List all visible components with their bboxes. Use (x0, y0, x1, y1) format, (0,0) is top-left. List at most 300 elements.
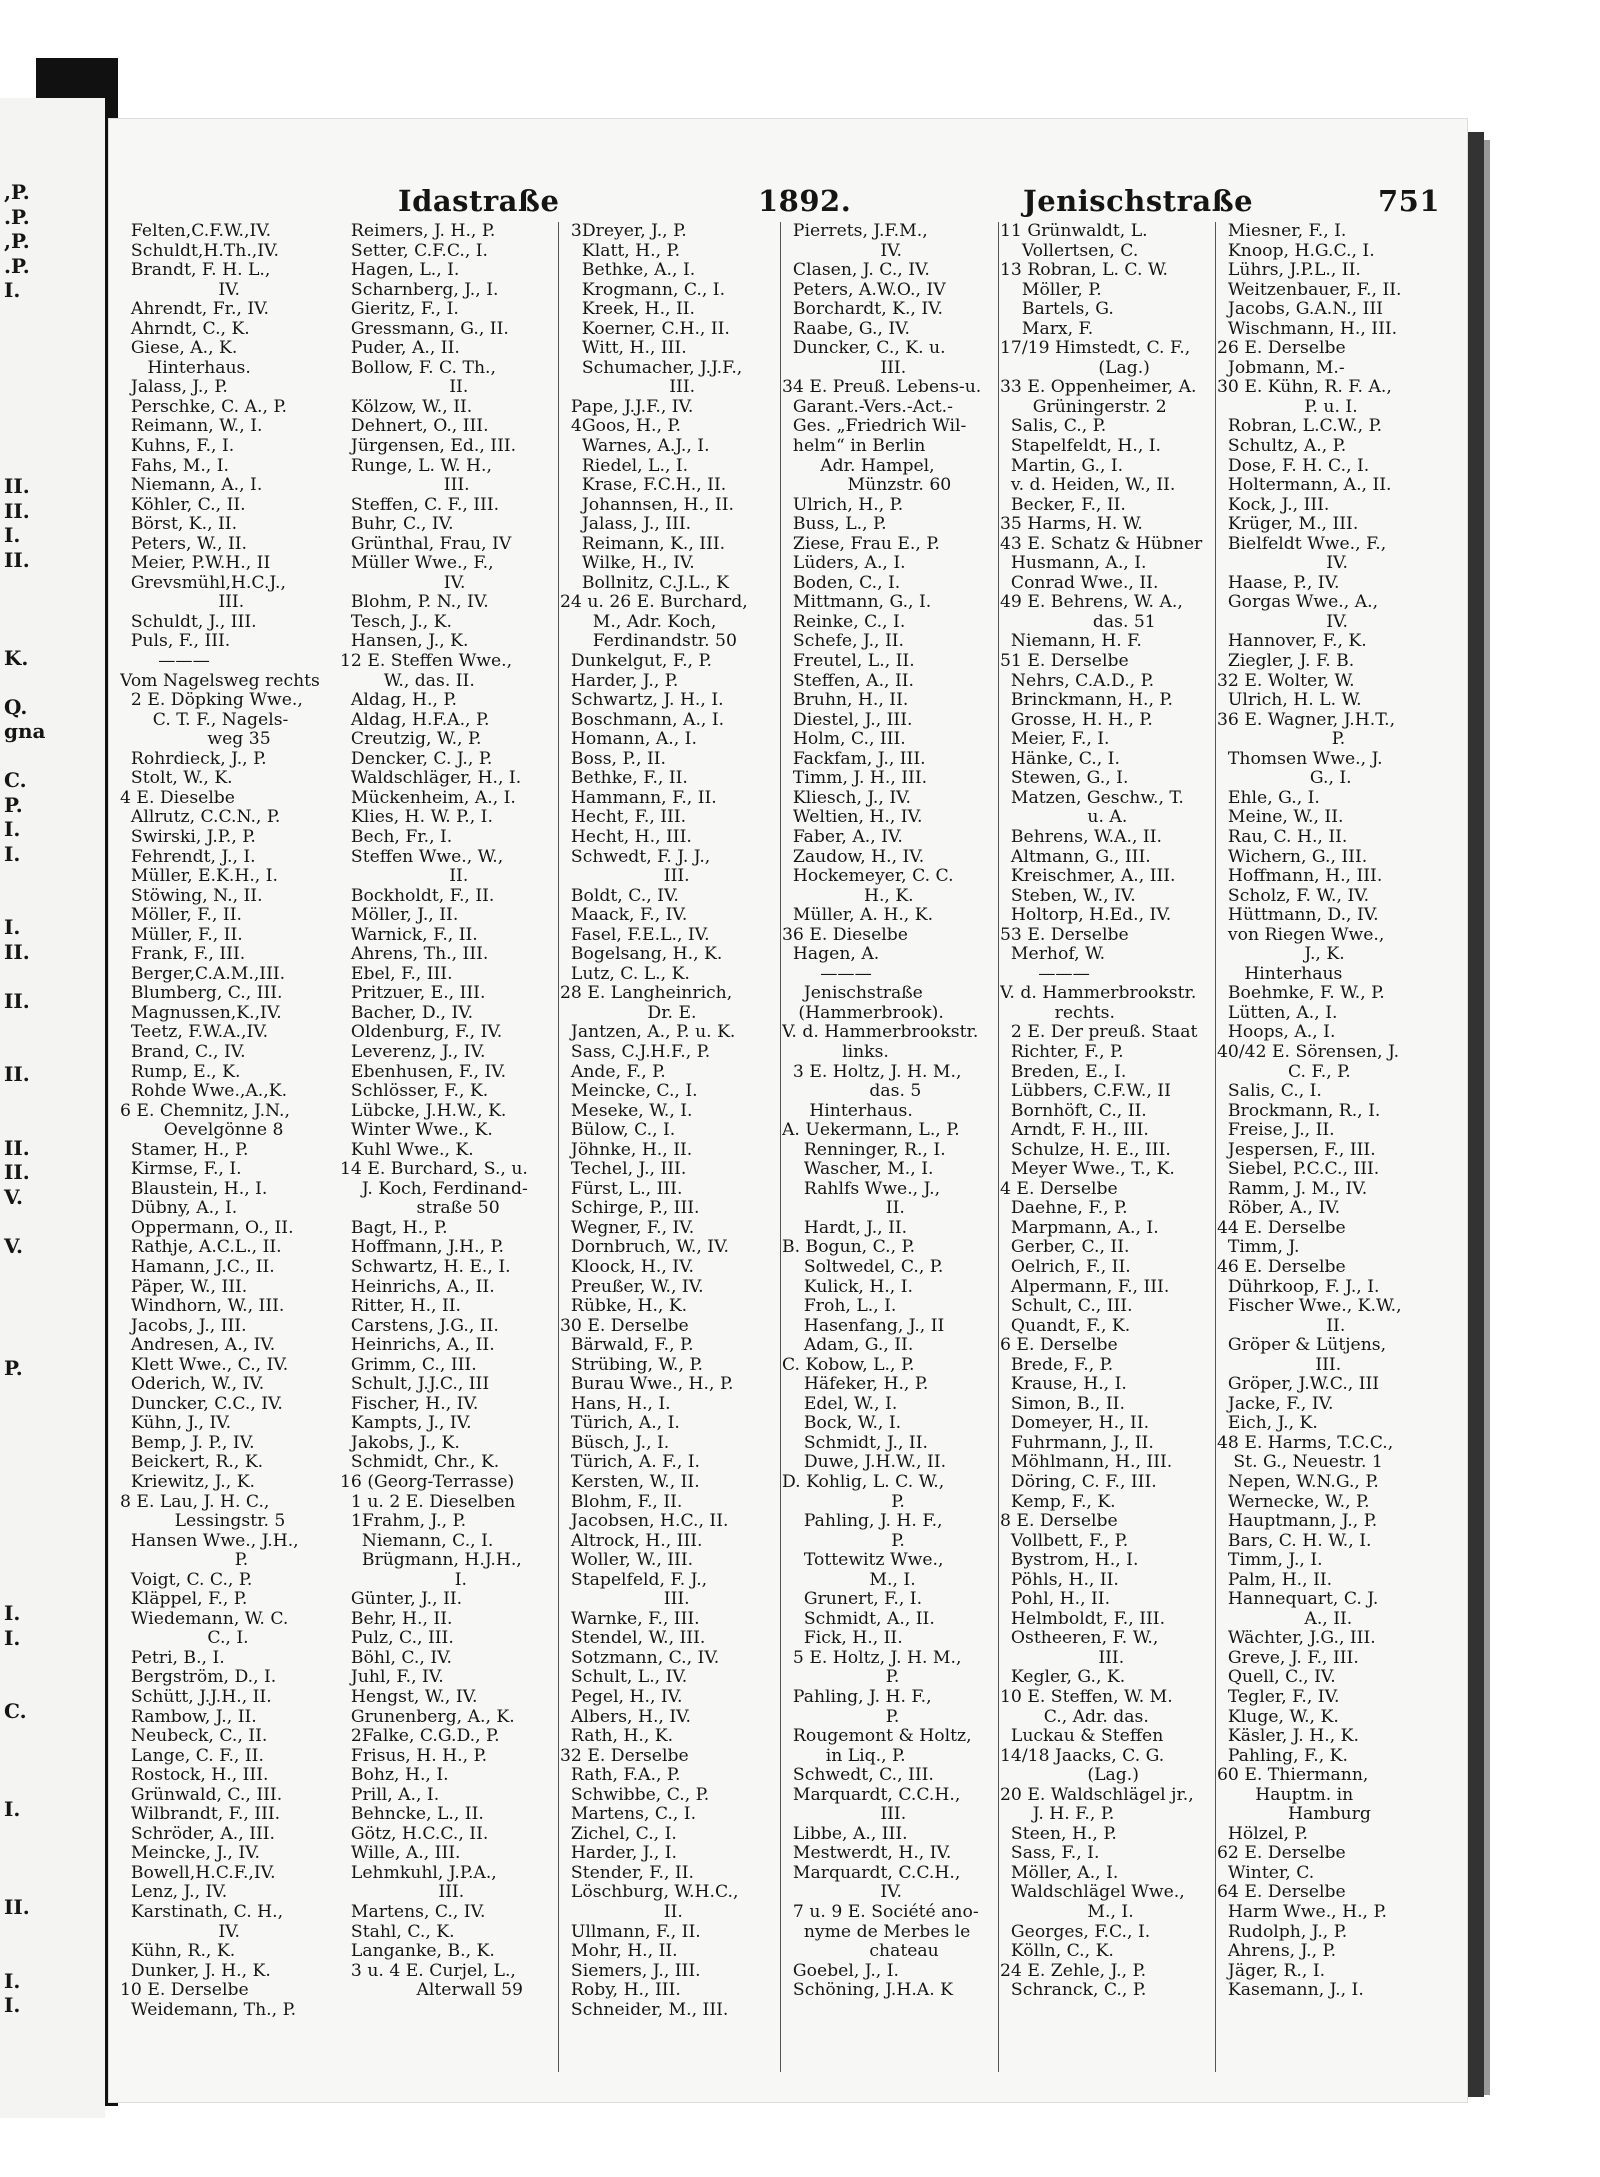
directory-entry-line: Adam, G., II. (782, 1335, 914, 1356)
directory-entry-line: Garant.-Vers.-Act.- (782, 396, 953, 417)
directory-entry-line: Kuhns, F., I. (120, 436, 235, 457)
directory-entry-line: Stapelfeldt, H., I. (1000, 436, 1162, 457)
previous-page-fragment: I. (4, 1968, 21, 1993)
directory-entry-line: Wernecke, W., P. (1217, 1491, 1370, 1512)
directory-entry-line: Lüders, A., I. (782, 553, 906, 574)
directory-entry-line: Jäger, R., I. (1217, 1960, 1326, 1981)
directory-entry-line: 36 E. Dieselbe (782, 924, 908, 945)
directory-entry-line: Günter, J., II. (340, 1589, 463, 1610)
directory-entry-line: Meier, P.W.H., II (120, 553, 271, 574)
directory-entry-line: Fürst, L., III. (560, 1178, 683, 1199)
directory-entry-line: Robran, L.C.W., P. (1217, 416, 1383, 437)
directory-entry-line: Schwartz, J. H., I. (560, 690, 724, 711)
directory-entry-line: Petri, B., I. (120, 1647, 225, 1668)
column-5 (1000, 222, 1215, 2102)
directory-entry-line: Tegler, F., IV. (1217, 1687, 1340, 1708)
directory-entry-line: Gorgas Wwe., A., (1217, 592, 1379, 613)
directory-entry-line: Schmidt, A., II. (782, 1608, 935, 1629)
directory-entry-line: Burau Wwe., H., P. (560, 1374, 734, 1395)
directory-entry-line: 2 E. Döpking Wwe., (120, 690, 303, 711)
directory-entry-line: Lutz, C. L., K. (560, 963, 690, 984)
previous-page-fragment: gna (4, 719, 46, 743)
directory-entry-line: Möhlmann, H., III. (1000, 1452, 1173, 1473)
directory-entry-line: Behr, H., II. (340, 1608, 453, 1629)
directory-entry-line: Homann, A., I. (560, 729, 697, 750)
directory-entry-line: straße 50 (340, 1198, 500, 1219)
directory-entry-line: Schlösser, F., K. (340, 1081, 489, 1102)
directory-entry-line: 12 E. Steffen Wwe., (340, 651, 513, 672)
directory-entry-line: Ahrndt, C., K. (120, 318, 250, 339)
directory-entry-line: Behncke, L., II. (340, 1804, 484, 1825)
directory-entry-line: P. (782, 1706, 900, 1727)
directory-entry-line: Klett Wwe., C., IV. (120, 1354, 289, 1375)
directory-entry-line: Allrutz, C.C.N., P. (120, 807, 281, 828)
directory-entry-line: Möller, F., II. (120, 905, 242, 926)
directory-entry-line: Bockholdt, F., II. (340, 885, 495, 906)
directory-entry-line: Rau, C. H., II. (1217, 826, 1348, 847)
directory-entry-line: Neubeck, C., II. (120, 1726, 268, 1747)
directory-entry-line: Klatt, H., P. (560, 240, 681, 261)
directory-entry-line: Kläppel, F., P. (120, 1589, 248, 1610)
directory-entry-line: Frisus, H. H., P. (340, 1745, 488, 1766)
directory-entry-line: Möller, A., I. (1000, 1862, 1119, 1883)
directory-entry-line: 20 E. Waldschlägel jr., (1000, 1784, 1194, 1805)
previous-page-fragment: ,P. (4, 229, 30, 253)
directory-entry-line: ——— (120, 651, 210, 672)
directory-entry-line: 33 E. Oppenheimer, A. (1000, 377, 1197, 398)
directory-entry-line: ——— (782, 963, 872, 984)
directory-entry-line: Schult, J.J.C., III (340, 1374, 490, 1395)
directory-entry-line: Martens, C., IV. (340, 1902, 486, 1923)
header-year: 1892. (758, 184, 852, 218)
directory-entry-line: Libbe, A., III. (782, 1823, 908, 1844)
directory-entry-line: Rudolph, J., P. (1217, 1921, 1348, 1942)
directory-entry-line: J., K. (1217, 944, 1345, 965)
directory-entry-line: Husmann, A., I. (1000, 553, 1147, 574)
directory-entry-line: IV. (340, 572, 466, 593)
directory-entry-line: Timm, J. (1217, 1237, 1300, 1258)
previous-page-fragment: I. (4, 1601, 21, 1625)
directory-entry-line: Brandt, F. H. L., (120, 260, 271, 281)
directory-entry-line: Steen, H., P. (1000, 1823, 1117, 1844)
directory-entry-line: Mestwerdt, H., IV. (782, 1843, 952, 1864)
directory-entry-line: Schwartz, H. E., I. (340, 1256, 511, 1277)
directory-entry-line: Wilke, H., IV. (560, 553, 695, 574)
directory-entry-line: Lessingstr. 5 (120, 1511, 286, 1532)
directory-entry-line: Büsch, J., I. (560, 1432, 670, 1453)
previous-page-fragment: II. (4, 1135, 30, 1160)
directory-entry-line: Kirmse, F., I. (120, 1159, 242, 1180)
directory-entry-line: Timm, J. H., III. (782, 768, 928, 789)
directory-entry-line: Harm Wwe., H., P. (1217, 1902, 1388, 1923)
directory-entry-line: Puls, F., III. (120, 631, 231, 652)
directory-entry-line: Edel, W., I. (782, 1393, 898, 1414)
directory-entry-line: Waldschläger, H., I. (340, 768, 522, 789)
previous-page-fragment: II. (4, 1062, 30, 1086)
directory-entry-line: Windhorn, W., III. (120, 1296, 285, 1317)
directory-entry-line: Möller, P. (1000, 279, 1102, 300)
directory-entry-line: III. (120, 592, 245, 613)
directory-entry-line: Quell, C., IV. (1217, 1667, 1336, 1688)
directory-entry-line: Blohm, P. N., IV. (340, 592, 489, 613)
directory-entry-line: Bystrom, H., I. (1000, 1550, 1139, 1571)
directory-entry-line: Jalass, J., III. (560, 514, 692, 535)
directory-entry-line: Brinckmann, H., P. (1000, 690, 1173, 711)
directory-entry-line: Jantzen, A., P. u. K. (560, 1022, 736, 1043)
directory-entry-line: Hardt, J., II. (782, 1217, 908, 1238)
directory-entry-line: 24 u. 26 E. Burchard, (560, 592, 748, 613)
directory-entry-line: Türich, A. F., I. (560, 1452, 701, 1473)
directory-entry-line: Rohrdieck, J., P. (120, 748, 267, 769)
directory-entry-line: Gressmann, G., II. (340, 318, 509, 339)
directory-entry-line: chateau (782, 1941, 939, 1962)
directory-entry-line: IV. (782, 1882, 902, 1903)
directory-entry-line: D. Kohlig, L. C. W., (782, 1472, 945, 1492)
directory-entry-line: Meier, F., I. (1000, 729, 1110, 750)
directory-entry-line: Bacher, D., IV. (340, 1002, 474, 1023)
directory-entry-line: 10 E. Steffen, W. M. (1000, 1687, 1173, 1708)
directory-entry-line: Reimers, J. H., P. (340, 222, 496, 241)
directory-entry-line: Palm, H., II. (1217, 1569, 1333, 1590)
directory-entry-line: Röber, A., IV. (1217, 1198, 1341, 1219)
directory-entry-line: Oldenburg, F., IV. (340, 1022, 503, 1043)
directory-entry-line: Hinterhaus. (782, 1100, 913, 1121)
directory-entry-line: Stamer, H., P. (120, 1139, 249, 1160)
directory-entry-line: Dencker, C. J., P. (340, 748, 493, 769)
directory-entry-line: Haase, P., IV. (1217, 572, 1340, 593)
directory-entry-line: Ges. „Friedrich Wil- (782, 416, 967, 437)
directory-entry-line: Perschke, C. A., P. (120, 396, 287, 417)
directory-entry-line: in Liq., P. (782, 1745, 906, 1766)
directory-entry-line: Winter Wwe., K. (340, 1120, 493, 1141)
directory-entry-line: Kock, J., III. (1217, 494, 1330, 515)
directory-entry-line: Blaustein, H., I. (120, 1178, 268, 1199)
directory-entry-line: Fasel, F.E.L., IV. (560, 924, 710, 945)
directory-entry-line: Bech, Fr., I. (340, 826, 453, 847)
directory-entry-line: Faber, A., IV. (782, 826, 903, 847)
directory-entry-line: 40/42 E. Sörensen, J. (1217, 1041, 1400, 1062)
directory-entry-line: Bagt, H., P. (340, 1217, 448, 1238)
directory-entry-line: Stöwing, N., II. (120, 885, 263, 906)
directory-entry-line: Weidemann, Th., P. (120, 1999, 297, 2020)
page-number: 751 (1378, 184, 1441, 218)
directory-entry-line: 14 E. Burchard, S., u. (340, 1159, 528, 1180)
directory-entry-line: Bollow, F. C. Th., (340, 357, 496, 378)
directory-entry-line: III. (560, 1589, 690, 1610)
directory-entry-line: Grunert, F., I. (782, 1589, 923, 1610)
directory-entry-line: Stolt, W., K. (120, 768, 233, 789)
directory-entry-line: Schulze, H. E., III. (1000, 1139, 1171, 1160)
directory-entry-line: Gieritz, F., I. (340, 299, 459, 320)
directory-entry-line: Bollnitz, C.J.L., K (560, 572, 729, 593)
directory-entry-line: Müller, F., II. (120, 924, 243, 945)
directory-entry-line: Nepen, W.N.G., P. (1217, 1472, 1379, 1492)
directory-entry-line: Bornhöft, C., II. (1000, 1100, 1147, 1121)
directory-entry-line: Ostheeren, F. W., (1000, 1628, 1159, 1649)
directory-entry-line: 32 E. Wolter, W. (1217, 670, 1355, 691)
directory-entry-line: Häfeker, H., P. (782, 1374, 929, 1395)
directory-entry-line: Hinterhaus (1217, 963, 1343, 984)
directory-entry-line: Brügmann, H.J.H., (340, 1550, 522, 1571)
directory-entry-line: H., K. (782, 885, 914, 906)
directory-entry-line: Salis, C., I. (1217, 1081, 1322, 1102)
directory-entry-line: Krogmann, C., I. (560, 279, 726, 300)
directory-entry-line: Wille, A., III. (340, 1843, 461, 1864)
directory-entry-line: Weitzenbauer, F., II. (1217, 279, 1402, 300)
directory-entry-line: Giese, A., K. (120, 338, 238, 359)
column-6 (1217, 222, 1463, 2102)
directory-entry-line: Heinrichs, A., II. (340, 1276, 495, 1297)
directory-entry-line: Georges, F.C., I. (1000, 1921, 1151, 1942)
previous-page-fragment: II. (4, 547, 30, 572)
directory-entry-line: Münzstr. 60 (782, 475, 952, 496)
directory-entry-line: Quandt, F., K. (1000, 1315, 1131, 1336)
directory-entry-line: Alterwall 59 (340, 1980, 523, 2001)
directory-entry-line: 44 E. Derselbe (1217, 1217, 1346, 1238)
directory-entry-line: Gröper & Lütjens, (1217, 1335, 1387, 1356)
column-4 (782, 222, 998, 2102)
directory-entry-line: Grevsmühl,H.C.J., (120, 572, 286, 593)
directory-entry-line: Martens, C., I. (560, 1804, 697, 1825)
directory-entry-line: Oelrich, F., II. (1000, 1256, 1131, 1277)
directory-entry-line: Krüger, M., III. (1217, 514, 1359, 535)
directory-entry-line: Creutzig, W., P. (340, 729, 482, 750)
directory-entry-line: weg 35 (120, 729, 271, 750)
directory-entry-line: Brockmann, R., I. (1217, 1100, 1381, 1121)
previous-page-fragment: ,P. (4, 180, 30, 204)
directory-entry-line: Steben, W., IV. (1000, 885, 1136, 906)
directory-entry-line: 4Goos, H., P. (560, 416, 681, 437)
directory-entry-line: Schumacher, J.J.F., (560, 357, 743, 378)
directory-entry-line: Gerber, C., II. (1000, 1237, 1130, 1258)
directory-entry-line: Aldag, H.F.A., P. (340, 709, 490, 730)
directory-entry-line: Löschburg, W.H.C., (560, 1882, 739, 1903)
directory-entry-line: Helmboldt, F., III. (1000, 1608, 1166, 1629)
directory-entry-line: Thomsen Wwe., J. (1217, 748, 1383, 769)
directory-entry-line: Kasemann, J., I. (1217, 1980, 1364, 2001)
directory-entry-line: Holtermann, A., II. (1217, 475, 1392, 496)
directory-entry-line: Hammann, F., II. (560, 787, 717, 808)
directory-entry-line: 28 E. Langheinrich, (560, 983, 733, 1004)
directory-entry-line: Fischer Wwe., K.W., (1217, 1296, 1402, 1317)
directory-entry-line: Grüningerstr. 2 (1000, 396, 1167, 417)
directory-entry-line: Ramm, J. M., IV. (1217, 1178, 1368, 1199)
directory-entry-line: Marx, F. (1000, 318, 1094, 339)
directory-entry-line: Boden, C., I. (782, 572, 901, 593)
directory-entry-line: Köhler, C., II. (120, 494, 246, 515)
directory-entry-line: 2 E. Der preuß. Staat (1000, 1022, 1198, 1043)
directory-entry-line: W., das. II. (340, 670, 475, 691)
directory-entry-line: Lange, C. F., II. (120, 1745, 264, 1766)
directory-entry-line: 30 E. Derselbe (560, 1315, 689, 1336)
directory-entry-line: Schneider, M., III. (560, 1999, 729, 2020)
directory-entry-line: Boehmke, F. W., P. (1217, 983, 1385, 1004)
directory-entry-line: Zichel, C., I. (560, 1823, 677, 1844)
column-2 (340, 222, 558, 2102)
directory-entry-line: Harder, J., I. (560, 1843, 678, 1864)
directory-entry-line: Steffen Wwe., W., (340, 846, 504, 867)
directory-entry-line: Miesner, F., I. (1217, 222, 1347, 241)
directory-entry-line: Grunenberg, A., K. (340, 1706, 515, 1727)
directory-entry-line: Andresen, A., IV. (120, 1335, 276, 1356)
directory-entry-line: Schmidt, Chr., K. (340, 1452, 500, 1473)
directory-entry-line: Ahrens, Th., III. (340, 944, 489, 965)
directory-entry-line: Böhl, C., IV. (340, 1647, 452, 1668)
directory-entry-line: Hauptm. in (1217, 1784, 1354, 1805)
directory-entry-line: Kölzow, W., II. (340, 396, 473, 417)
directory-entry-line: Waldschlägel Wwe., (1000, 1882, 1185, 1903)
directory-entry-line: (Lag.) (1000, 357, 1150, 378)
directory-entry-line: Kühn, J., IV. (120, 1413, 232, 1434)
directory-entry-line: Brand, C., IV. (120, 1041, 246, 1062)
directory-entry-line: Pegel, H., IV. (560, 1687, 683, 1708)
directory-entry-line: Pritzuer, E., III. (340, 983, 486, 1004)
directory-entry-line: Rohde Wwe.,A.,K. (120, 1081, 288, 1102)
directory-entry-line: Marquardt, C.C.H., (782, 1784, 961, 1805)
directory-entry-line: 53 E. Derselbe (1000, 924, 1129, 945)
directory-entry-line: Luckau & Steffen (1000, 1726, 1164, 1747)
directory-entry-line: Niemann, A., I. (120, 475, 263, 496)
directory-entry-line: Möller, J., II. (340, 905, 459, 926)
previous-page-fragment: II. (4, 474, 30, 498)
directory-entry-line: Scharnberg, J., I. (340, 279, 499, 300)
directory-entry-line: Magnussen,K.,IV. (120, 1002, 282, 1023)
directory-entry-line: Meincke, C., I. (560, 1081, 698, 1102)
directory-entry-line: 5 E. Holtz, J. H. M., (782, 1647, 962, 1668)
directory-entry-line: Ulrich, H., P. (782, 494, 904, 515)
page-edge-highlight (1484, 140, 1490, 2095)
directory-entry-line: 46 E. Derselbe (1217, 1256, 1346, 1277)
previous-page-fragment: P. (4, 792, 23, 817)
directory-entry-line: Jespersen, F., III. (1217, 1139, 1376, 1160)
previous-page-fragment: II. (4, 988, 30, 1013)
directory-entry-line: Buss, L., P. (782, 514, 887, 535)
directory-entry-line: Freutel, L., II. (782, 651, 915, 672)
directory-entry-line: 14/18 Jaacks, C. G. (1000, 1745, 1165, 1766)
directory-entry-line: Siemers, J., III. (560, 1960, 701, 1981)
directory-entry-line: Wichern, G., III. (1217, 846, 1368, 867)
directory-entry-line: Bruhn, H., II. (782, 690, 909, 711)
directory-entry-line: Techel, J., III. (560, 1159, 687, 1180)
directory-entry-line: Kuhl Wwe., K. (340, 1139, 474, 1160)
directory-entry-line: Hagen, A. (782, 944, 880, 965)
directory-entry-line: III. (340, 1882, 465, 1903)
directory-entry-line: Bethke, F., II. (560, 768, 688, 789)
directory-entry-line: Fahs, M., I. (120, 455, 229, 476)
directory-entry-line: Greve, J. F., III. (1217, 1647, 1359, 1668)
directory-entry-line: Altrock, H., III. (560, 1530, 703, 1551)
directory-entry-line: Götz, H.C.C., II. (340, 1823, 489, 1844)
previous-page-fragment: C. (4, 768, 27, 792)
directory-entry-line: 11 Grünwaldt, L. (1000, 222, 1148, 241)
column-rule (558, 222, 559, 2072)
directory-entry-line: Jürgensen, Ed., III. (340, 436, 517, 457)
directory-entry-line: Bärwald, F., P. (560, 1335, 694, 1356)
directory-entry-line: Warnes, A.J., I. (560, 436, 710, 457)
previous-page-fragment: I. (4, 1797, 21, 1821)
directory-entry-line: C., Adr. das. (1000, 1706, 1149, 1727)
directory-entry-line: III. (560, 377, 696, 398)
directory-entry-line: Woller, W., III. (560, 1550, 694, 1571)
directory-entry-line: helm“ in Berlin (782, 436, 926, 457)
directory-entry-line: C. T. F., Nagels- (120, 709, 289, 730)
directory-entry-line: Kulick, H., I. (782, 1276, 913, 1297)
previous-page-fragment: I. (4, 817, 21, 841)
directory-entry-line: Raabe, G., IV. (782, 318, 911, 339)
directory-entry-line: II. (340, 377, 469, 398)
directory-entry-line: IV. (1217, 611, 1348, 632)
directory-entry-line: Carstens, J.G., II. (340, 1315, 499, 1336)
directory-entry-line: Jacobs, J., III. (120, 1315, 247, 1336)
directory-entry-line: Dose, F. H. C., I. (1217, 455, 1370, 476)
directory-entry-line: Bogelsang, H., K. (560, 944, 723, 965)
directory-entry-line: Domeyer, H., II. (1000, 1413, 1150, 1434)
directory-entry-line: Jalass, J., P. (120, 377, 228, 398)
directory-entry-line: Fischer, H., IV. (340, 1393, 479, 1414)
directory-entry-line: Boss, P., II. (560, 748, 666, 769)
directory-entry-line: Hannover, F., K. (1217, 631, 1367, 652)
directory-entry-line: Boldt, C., IV. (560, 885, 679, 906)
directory-entry-line: Mohr, H., II. (560, 1941, 678, 1962)
directory-entry-line: Voigt, C. C., P. (120, 1569, 253, 1590)
directory-entry-line: Vom Nagelsweg rechts (120, 670, 320, 691)
directory-entry-line: 62 E. Derselbe (1217, 1843, 1346, 1864)
directory-entry-line: Schefe, J., II. (782, 631, 905, 652)
directory-entry-line: Felten,C.F.W.,IV. (120, 222, 272, 241)
directory-entry-line: Setter, C.F.C., I. (340, 240, 489, 261)
directory-entry-line: Hans, H., I. (560, 1393, 671, 1414)
directory-entry-line: Harder, J., P. (560, 670, 679, 691)
directory-entry-line: Reimann, W., I. (120, 416, 263, 437)
directory-entry-line: Schult, L., IV. (560, 1667, 688, 1688)
directory-entry-line: Grünwald, C., III. (120, 1784, 283, 1805)
previous-page-fragment: I. (4, 841, 21, 866)
directory-entry-line: Maack, F., IV. (560, 905, 688, 926)
directory-entry-line: Kliesch, J., IV. (782, 787, 911, 808)
directory-entry-line: Ebel, F., III. (340, 963, 453, 984)
directory-entry-line: Marpmann, A., I. (1000, 1217, 1159, 1238)
directory-entry-line: Schirge, P., III. (560, 1198, 700, 1219)
directory-entry-line: 26 E. Derselbe (1217, 338, 1346, 359)
directory-entry-line: Wascher, M., I. (782, 1159, 934, 1180)
directory-entry-line: A. Uekermann, L., P. (782, 1120, 960, 1141)
directory-entry-line: J. Koch, Ferdinand- (340, 1178, 528, 1199)
directory-entry-line: Strübing, W., P. (560, 1354, 703, 1375)
directory-entry-line: Börst, K., II. (120, 514, 238, 535)
directory-entry-line: Rostock, H., III. (120, 1765, 269, 1786)
directory-entry-line: Becker, F., II. (1000, 494, 1126, 515)
directory-entry-line: 4 E. Dieselbe (120, 787, 235, 808)
directory-entry-line: Daehne, F., P. (1000, 1198, 1128, 1219)
header-right-street: Jenischstraße (1023, 184, 1254, 218)
directory-entry-line: Duncker, C., K. u. (782, 338, 946, 359)
directory-entry-line: Koerner, C.H., II. (560, 318, 730, 339)
directory-entry-line: Pahling, F., K. (1217, 1745, 1348, 1766)
previous-page-fragment: I. (4, 915, 21, 939)
directory-entry-line: Rathje, A.C.L., II. (120, 1237, 282, 1258)
directory-entry-line: Berger,C.A.M.,III. (120, 963, 286, 984)
directory-entry-line: Sass, C.J.H.F., P. (560, 1041, 711, 1062)
column-rule (998, 222, 999, 2072)
previous-page-fragment: II. (4, 498, 30, 523)
directory-entry-line: Dührkoop, F. J., I. (1217, 1276, 1380, 1297)
directory-entry-line: Klies, H. W. P., I. (340, 807, 493, 828)
directory-entry-line: Hamann, J.C., II. (120, 1256, 275, 1277)
directory-entry-line: Dunker, J. H., K. (120, 1960, 271, 1981)
page-header (108, 184, 1468, 224)
header-left-street: Idastraße (398, 184, 560, 218)
directory-entry-line: 17/19 Himstedt, C. F., (1000, 338, 1191, 359)
